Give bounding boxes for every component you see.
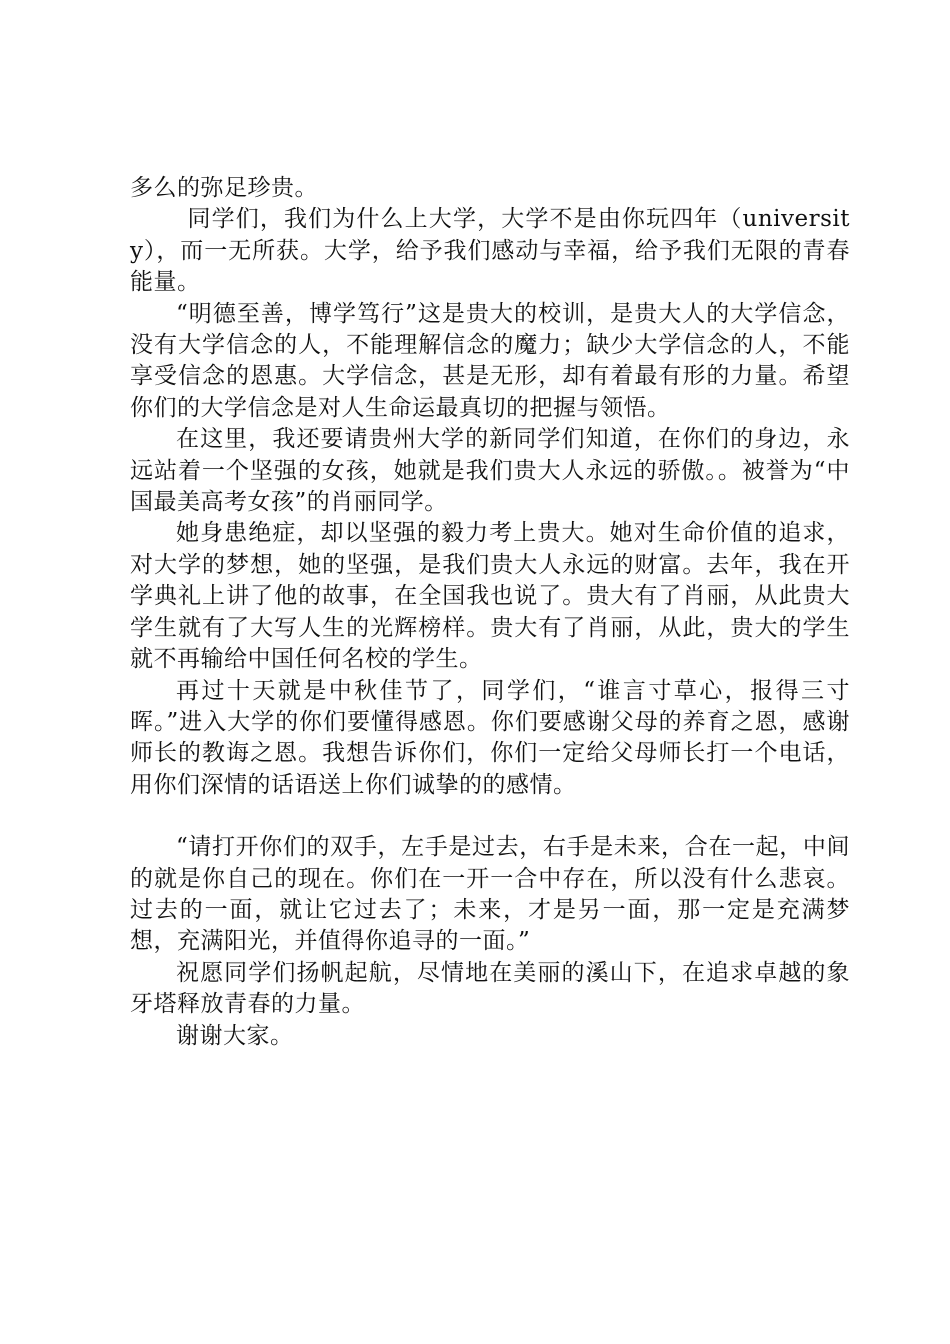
paragraph-why-university: 同学们，我们为什么上大学，大学不是由你玩四年（university），而一无所获。大学，给予我们感动与幸福，给予我们无限的青春能量。 [130, 206, 850, 296]
paragraph-thanks: 谢谢大家。 [176, 1022, 294, 1049]
paragraph-gratitude: 再过十天就是中秋佳节了，同学们，“谁言寸草心，报得三寸晖。”进入大学的你们要懂得感恩。你们要感谢父母的养育之恩，感谢师长的教诲之恩。我想告诉你们，你们一定给父母师长打一个电话，用你们深情的话语送上你们诚挚的的感情。 [130, 677, 850, 798]
paragraph-school-motto: “明德至善，博学笃行”这是贵大的校训，是贵大人的大学信念，没有大学信念的人，不能理解信念的魔力；缺少大学信念的人，不能享受信念的恩惠。大学信念，甚是无形，却有着最有形的力量。希望你们的大学信念是对人生命运最真切的把握与领悟。 [130, 300, 850, 421]
paragraph-strong-girl: 在这里，我还要请贵州大学的新同学们知道，在你们的身边，永远站着一个坚强的女孩，她就是我们贵大人永远的骄傲。。被誉为“中国最美高考女孩”的肖丽同学。 [130, 426, 850, 516]
paragraph-continuation: 多么的弥足珍贵。 [130, 175, 318, 201]
paragraph-open-hands-quote: “请打开你们的双手，左手是过去，右手是未来，合在一起，中间的就是你自己的现在。你们在一开一合中存在，所以没有什么悲哀。过去的一面，就让它过去了；未来，才是另一面，那一定是充满梦想，充满阳光，并值得你追寻的一面。” [130, 834, 850, 955]
paragraph-gap [130, 801, 850, 832]
paragraph-wishes: 祝愿同学们扬帆起航，尽情地在美丽的溪山下，在追求卓越的象牙塔释放青春的力量。 [130, 959, 850, 1018]
paragraph-xiao-li: 她身患绝症，却以坚强的毅力考上贵大。她对生命价值的追求，对大学的梦想，她的坚强，是我们贵大人永远的财富。去年，我在开学典礼上讲了他的故事，在全国我也说了。贵大有了肖丽，从此贵大学生就有了大写人生的光辉榜样。贵大有了肖丽，从此，贵大的学生就不再输给中国任何名校的学生。 [130, 520, 850, 673]
